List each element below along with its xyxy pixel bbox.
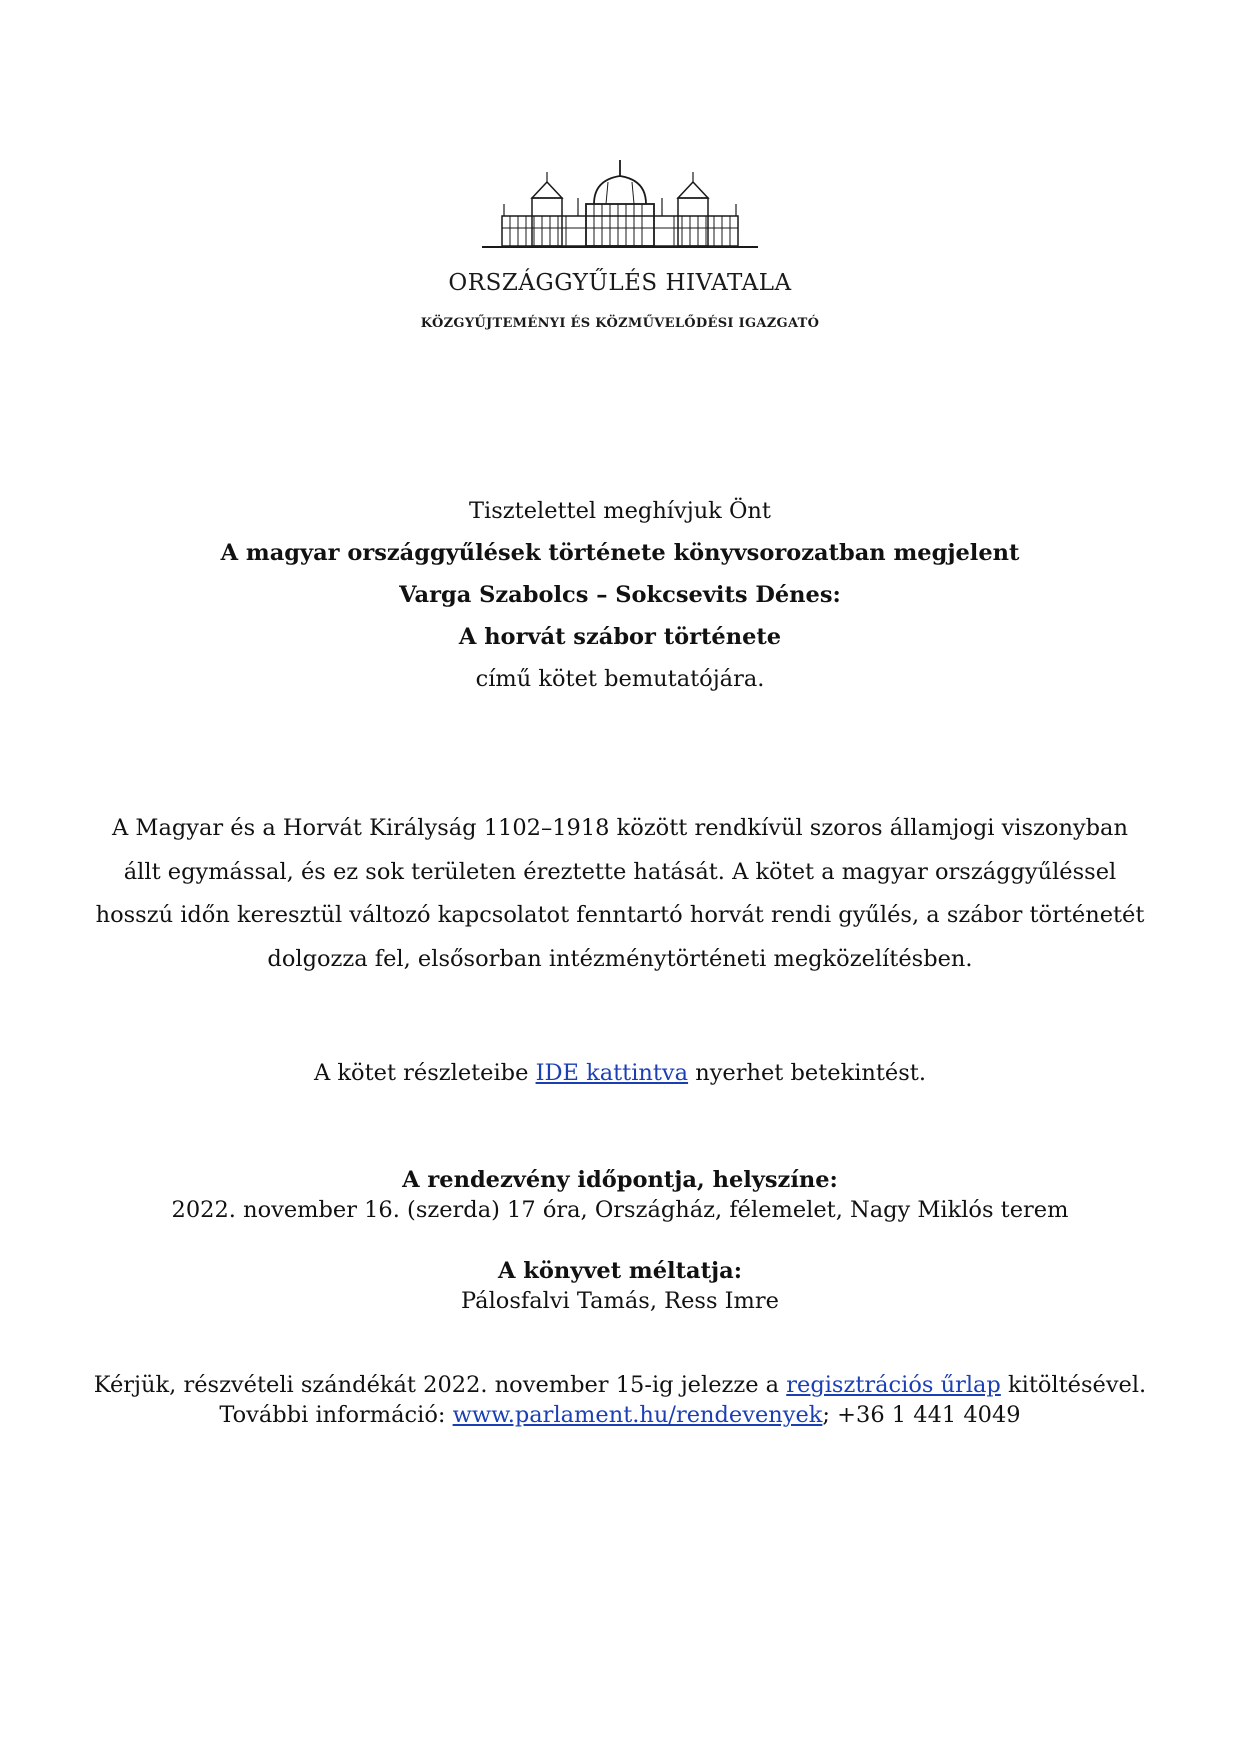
reviewers-heading: A könyvet méltatja: [498,1258,742,1284]
description-paragraph: A Magyar és a Horvát Királyság 1102–1918 között rendkívül szoros államjogi viszonyban állt egymással, és ez sok területen éreztette hatását. A kötet a magyar országgyűléssel hosszú időn keresztül változó kapcsolatot fenntartó horvát rendi gyűlés, a szábor történetét dolgozza fel, elsősorban intézménytörténeti megközelítésben. [95,815,1145,972]
info-label: További információ: [219,1402,453,1428]
org-name: ORSZÁGGYŰLÉS HIVATALA [448,270,792,296]
registration-line [0,1370,1240,1400]
invitation-line-4: A horvát szábor története [458,624,782,650]
website-link[interactable]: www.parlament.hu/rendevenyek [452,1402,823,1428]
registration-form-link[interactable]: regisztrációs űrlap [786,1372,1001,1398]
invitation [0,490,1240,700]
invitation-line-2: A magyar országgyűlések története könyvsorozatban megjelent [220,540,1020,566]
info-phone: ; +36 1 441 4049 [822,1402,1021,1428]
registration-text-before: Kérjük, részvételi szándékát 2022. november 15-ig jelezze a [93,1372,787,1398]
invitation-line-5: című kötet bemutatójára. [475,666,765,692]
registration-block [0,1370,1240,1430]
event-details: 2022. november 16. (szerda) 17 óra, Országház, félemelet, Nagy Miklós terem [171,1197,1069,1223]
excerpt-text-before: A kötet részleteibe [314,1060,536,1086]
excerpt-line [0,1060,1240,1086]
org-subtitle: KÖZGYŰJTEMÉNYI ÉS KÖZMŰVELŐDÉSI IGAZGATÓ [420,316,820,331]
event-heading: A rendezvény időpontja, helyszíne: [402,1167,838,1193]
parliament-building-icon [482,158,758,254]
invitation-line-1: Tisztelettel meghívjuk Önt [469,498,771,524]
info-line [0,1400,1240,1430]
invitation-line-3: Varga Szabolcs – Sokcsevits Dénes: [399,582,841,608]
registration-text-after: kitöltésével. [1000,1372,1147,1398]
excerpt-text-after: nyerhet betekintést. [688,1060,926,1086]
reviewers-names: Pálosfalvi Tamás, Ress Imre [461,1288,779,1314]
excerpt-link[interactable]: IDE kattintva [535,1060,689,1086]
